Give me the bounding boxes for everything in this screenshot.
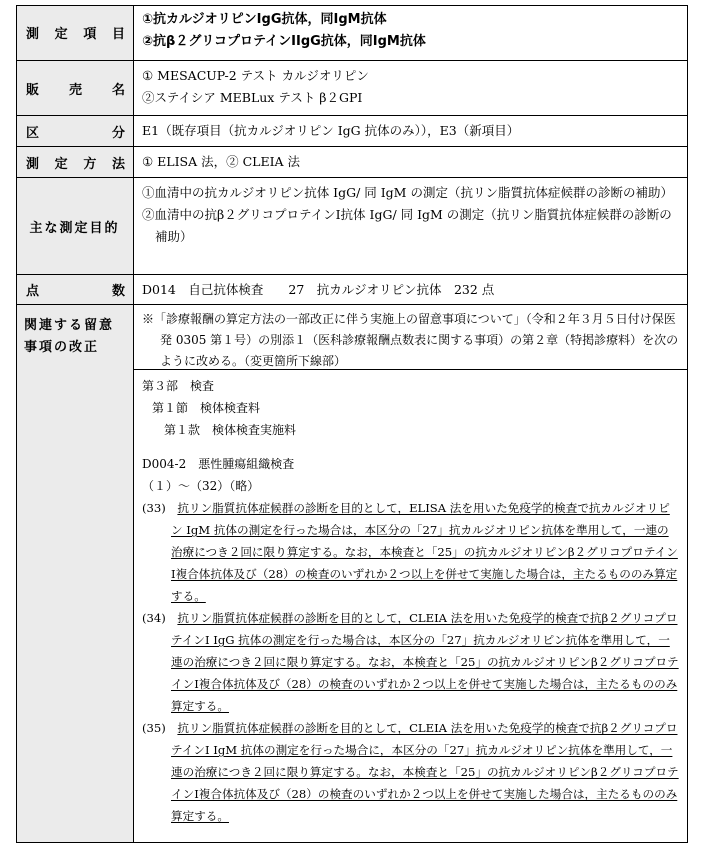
row-category [16,115,688,146]
amend-item-33: (33) 抗リン脂質抗体症候群の診断を目的として，ELISA 法を用いた免疫学的検査で抗カルジオリピン IgM 抗体の測定を行った場合は，本区分の「27」抗カルジオリピン抗体を準用して，一連の治療につき２回に限り算定する。なお，本検査と「25」の抗カルジオリピンβ２グリコプロテインⅠ複合体抗体及び（28）の検査のいずれか２つ以上を併せて実施した場合は，主たるもののみ算定する。 [142,501,678,603]
value-points: D014 自己抗体検査 27 抗カルジオリピン抗体 232 点 [142,282,495,297]
product-name-line-1: ① MESACUP-2 テスト カルジオリピン [142,68,369,83]
notes-intro: ※「診療報酬の算定方法の一部改正に伴う実施上の留意事項について」（令和２年３月５日付け保医発 0305 第１号）の別添１（医科診療報酬点数表に関する事項）の第２章（特掲診療料）を次のように改める。（変更箇所下線部） [142,312,679,368]
product-name-line-2: ②ステイシア MEBLux テスト β２GPI [142,90,363,105]
amend-range: （１）～（32）（略） [142,479,260,493]
amend-subsection: 第１款 検体検査実施料 [164,423,297,437]
row-method [16,146,688,177]
value-measurement-item [134,5,688,60]
row-purpose [16,177,688,274]
measurement-item-line-1: ①抗カルジオリピンIgG抗体，同IgM抗体 [142,12,387,27]
amend-item-34: (34) 抗リン脂質抗体症候群の診断を目的として，CLEIA 法を用いた免疫学的検査で抗β２グリコプロテインⅠ IgG 抗体の測定を行った場合は，本区分の「27」抗カルジオリピン抗体を準用して，一連の治療につき２回に限り算定する。なお，本検査と「25」の抗カルジオリピンβ２グリコプロテインⅠ複合体抗体及び（28）の検査のいずれか２つ以上を併せて実施した場合は，主たるもののみ算定する。 [142,611,679,713]
amendment-body [134,375,688,827]
row-notes [16,304,688,843]
label-method: 測 定 方 法 [16,147,134,177]
label-notes: 関連する留意 事項の改正 [16,305,134,843]
info-table [16,5,688,843]
amend-code: D004-2 悪性腫瘍組織検査 [142,457,295,471]
row-product-name [16,60,688,115]
amend-section: 第１節 検体検査料 [152,401,261,415]
amend-part: 第３部 検査 [142,379,215,393]
value-product-name [134,61,688,115]
label-measurement-item: 測 定 項 目 [16,5,134,60]
value-purpose [134,178,688,274]
row-points [16,274,688,304]
value-method: ① ELISA 法，② CLEIA 法 [142,154,301,169]
measurement-item-line-2: ②抗β２グリコプロテインⅠIgG抗体，同IgM抗体 [142,34,426,49]
amend-item-35: (35) 抗リン脂質抗体症候群の診断を目的として，CLEIA 法を用いた免疫学的検査で抗β２グリコプロテインⅠ IgM 抗体の測定を行った場合に，本区分の「27」抗カルジオリピン抗体を準用して，一連の治療につき２回に限り算定する。なお，本検査と「25」の抗カルジオリピンβ２グリコプロテインⅠ複合体抗体及び（28）の検査のいずれか２つ以上を併せて実施した場合は，主たるもののみ算定する。 [142,721,679,823]
purpose-item-1: ①血清中の抗カルジオリピン抗体 IgG/ 同 IgM の測定（抗リン脂質抗体症候群の診断の補助） [142,185,673,200]
label-category: 区 分 [16,116,134,146]
value-category: E1（既存項目（抗カルジオリピン IgG 抗体のみ）），E3（新項目） [142,123,520,138]
purpose-item-2: ②血清中の抗β２グリコプロテインⅠ抗体 IgG/ 同 IgM の測定（抗リン脂質抗体症候群の診断の補助） [142,207,672,244]
row-measurement-item [16,5,688,60]
label-product-name: 販 売 名 [16,61,134,115]
label-points: 点 数 [16,275,134,304]
amend-divider [134,369,688,370]
label-purpose: 主な測定目的 [16,178,134,274]
